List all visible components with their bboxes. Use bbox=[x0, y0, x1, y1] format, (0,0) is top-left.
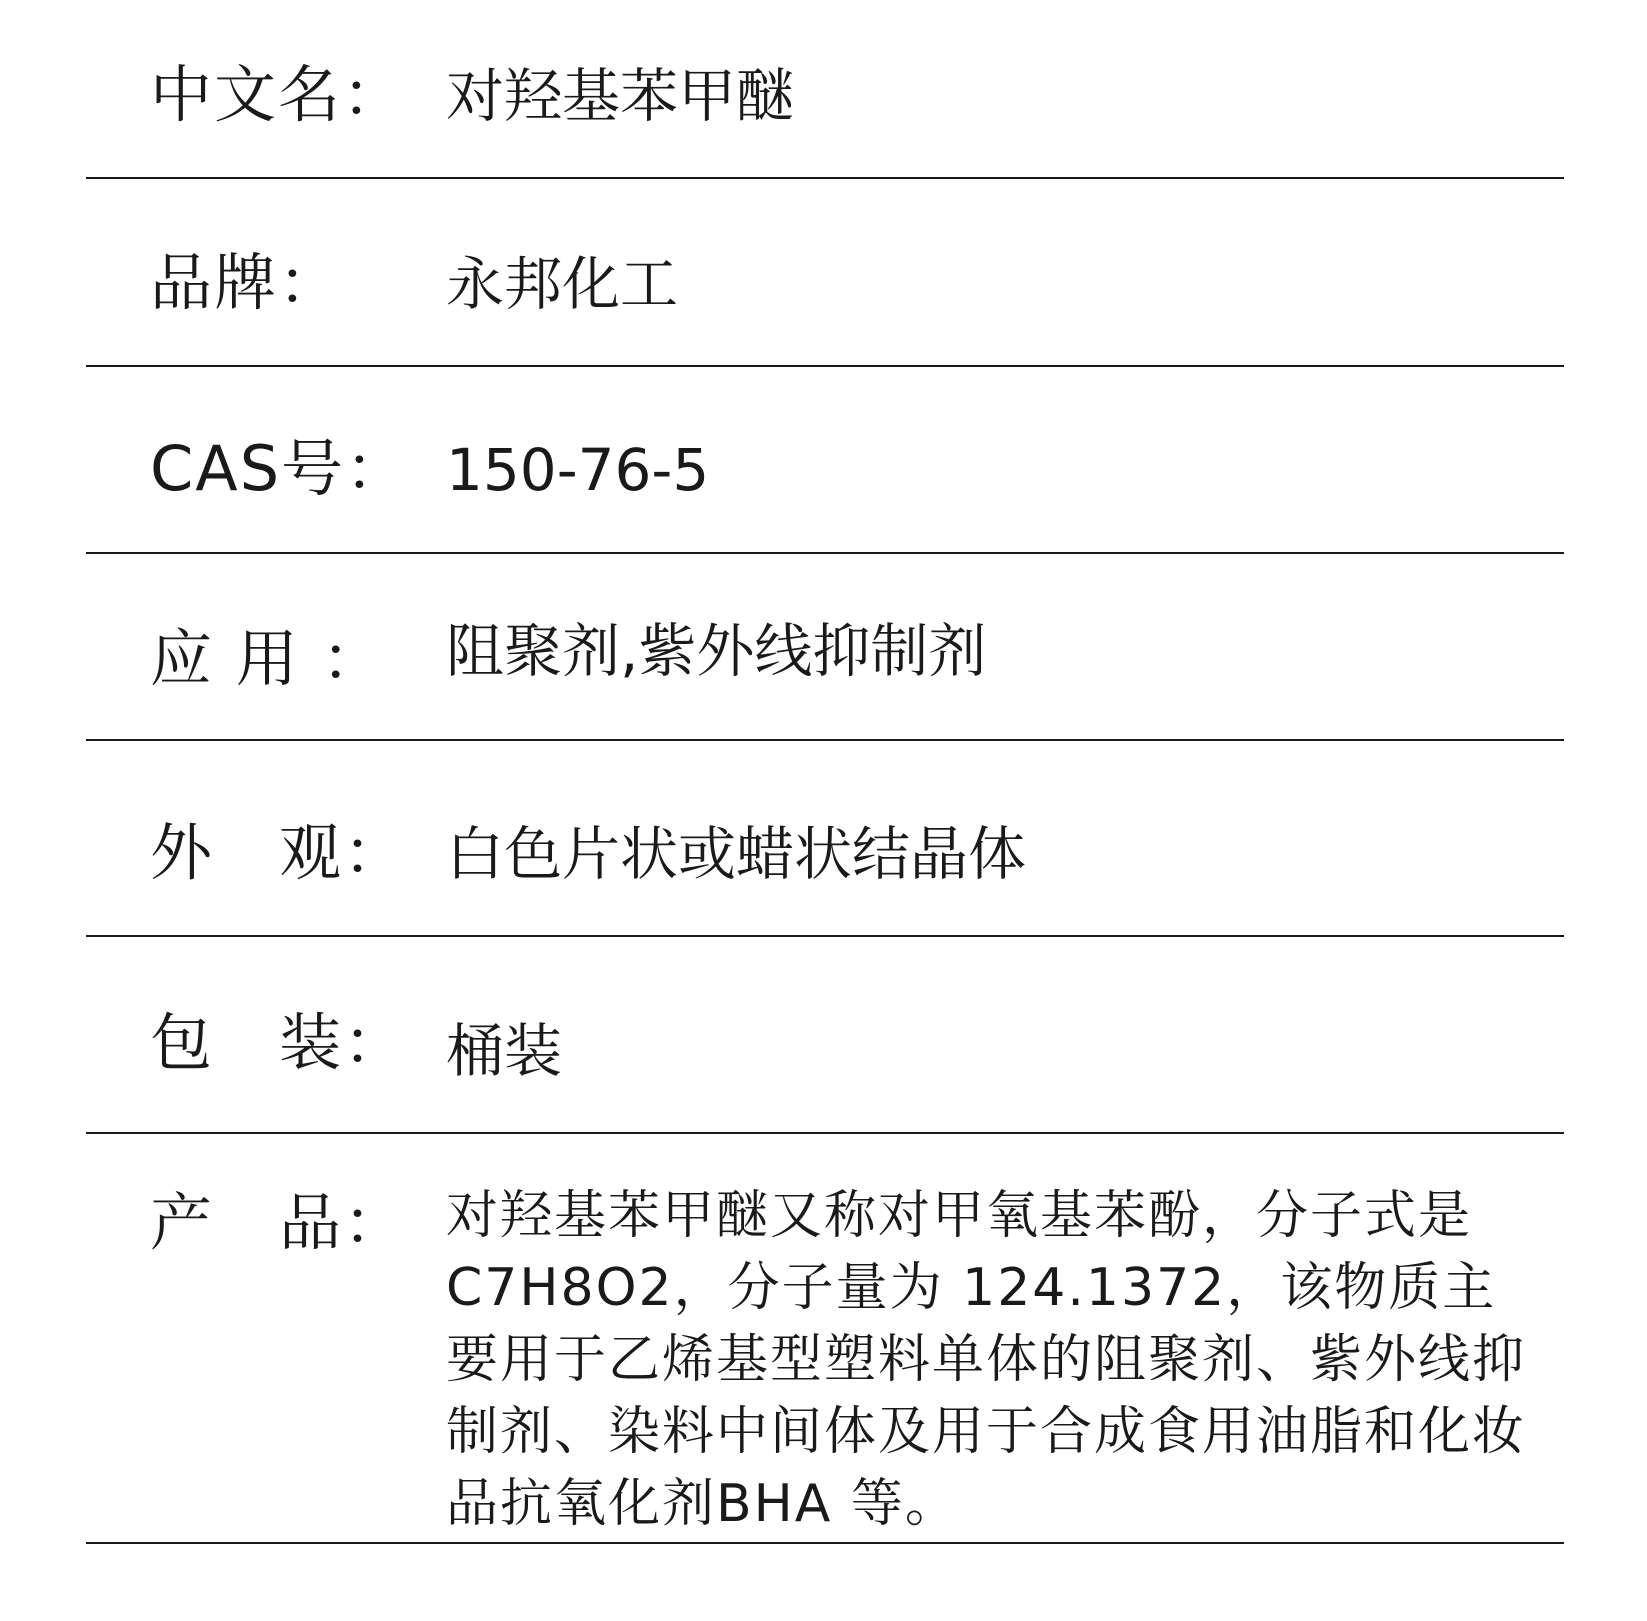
chinese-name-value: 对羟基苯甲醚 bbox=[446, 62, 795, 130]
application-label: 应 用 ： bbox=[150, 622, 386, 695]
brand-label: 品牌： bbox=[150, 246, 343, 319]
divider bbox=[86, 177, 1564, 179]
application-value: 阻聚剂,紫外线抑制剂 bbox=[446, 617, 987, 685]
chinese-name-label: 中文名： bbox=[150, 58, 407, 131]
divider bbox=[86, 739, 1564, 741]
divider bbox=[86, 552, 1564, 554]
packaging-label: 包 装： bbox=[150, 1006, 408, 1079]
product-label: 产 品： bbox=[150, 1186, 408, 1259]
cas-value: 150-76-5 bbox=[446, 436, 710, 504]
appearance-label: 外 观： bbox=[150, 816, 408, 889]
brand-value: 永邦化工 bbox=[446, 250, 679, 318]
packaging-value: 桶装 bbox=[446, 1017, 563, 1085]
appearance-value: 白色片状或蜡状结晶体 bbox=[446, 820, 1027, 888]
cas-label: CAS号： bbox=[150, 432, 410, 505]
product-description: 对羟基苯甲醚又称对甲氧基苯酚，分子式是C7H8O2，分子量为 124.1372，该物质主要用于乙烯基型塑料单体的阻聚剂、紫外线抑制剂、染料中间体及用于合成食用油脂和化妆品抗氧化剂BHA 等。 bbox=[446, 1186, 1527, 1534]
divider bbox=[86, 365, 1564, 367]
divider bbox=[86, 935, 1564, 937]
divider bbox=[86, 1542, 1564, 1544]
divider bbox=[86, 1132, 1564, 1134]
